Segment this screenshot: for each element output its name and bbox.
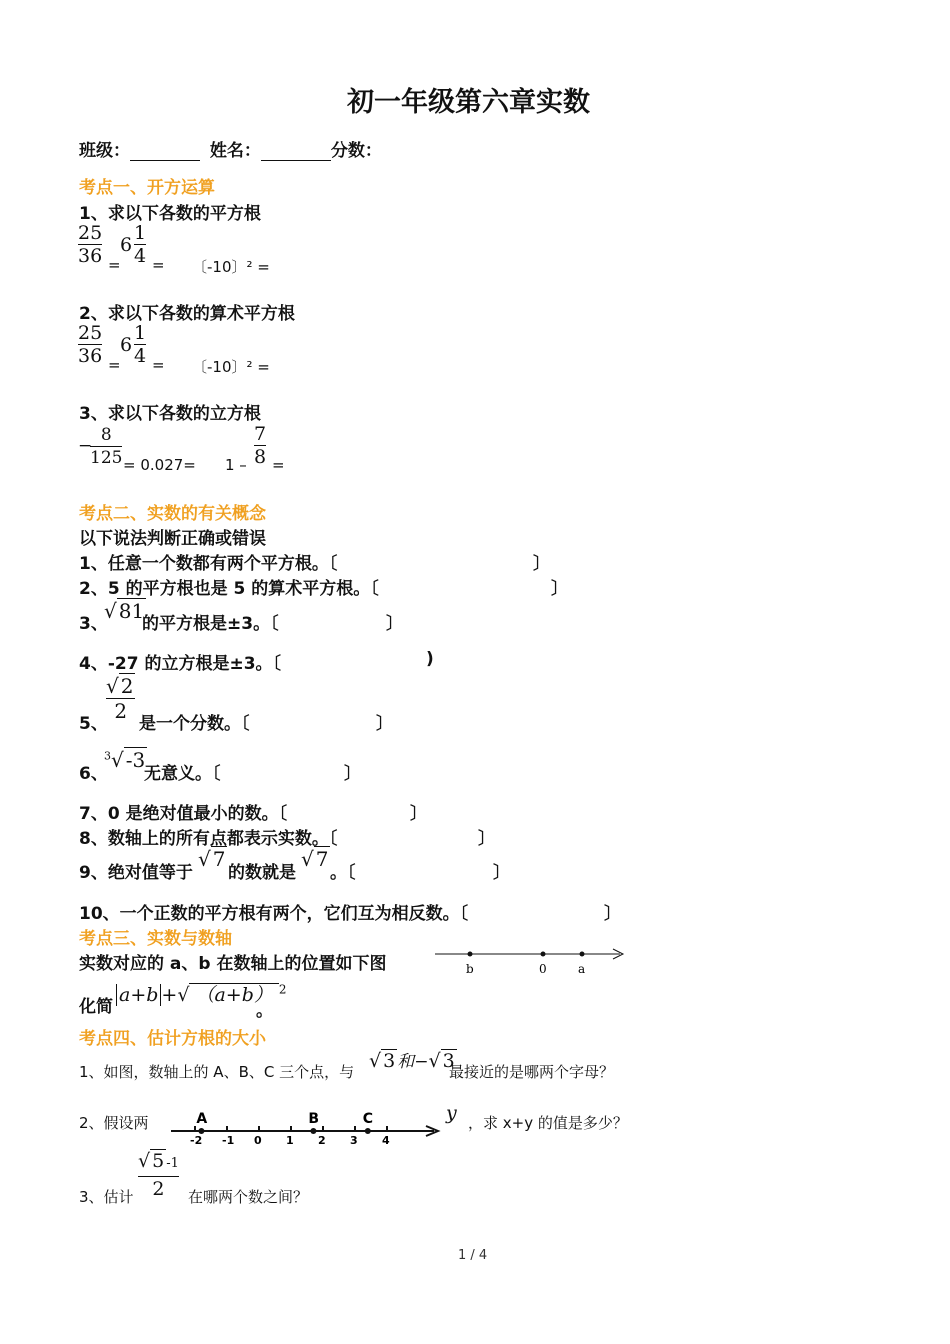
bracket-close: 〕 (604, 904, 621, 924)
fraction-sqrt5-minus1-over-2 (138, 1149, 179, 1201)
letter-c: C (362, 1111, 374, 1127)
tick-label: -1 (222, 1134, 235, 1146)
axis-ticks (190, 1126, 390, 1146)
root-index: 3 (104, 749, 111, 763)
radicand: -3 (125, 748, 146, 772)
section-4-title: 考点四、估计方根的大小 (79, 1029, 266, 1049)
sqrt-7: √ 7 (301, 847, 329, 871)
mixed-whole: 6 (120, 234, 133, 256)
radicand: 3 (383, 1050, 396, 1072)
sec2-intro: 以下说法判断正确或错误 (79, 529, 266, 549)
sec1-q2: 2、求以下各数的算术平方根 (79, 304, 295, 324)
radicand: 5 (152, 1150, 165, 1172)
statement-9-mid: 的数就是 (228, 863, 296, 883)
section-1-title: 考点一、开方运算 (79, 178, 215, 198)
tick-label: 1 (286, 1134, 294, 1146)
sqrt-icon: √ (177, 984, 190, 1006)
simplify-label: 化简 (79, 997, 113, 1017)
numerator: 25 (78, 222, 103, 244)
abs-value: a+b (116, 984, 161, 1006)
denominator: 8 (254, 446, 267, 468)
denominator: 4 (134, 245, 147, 267)
numerator: 7 (254, 423, 267, 445)
fraction-1-4 (134, 222, 146, 267)
neg10-squared: 〔-10〕² = (192, 258, 270, 276)
and-minus: 和− (397, 1052, 429, 1072)
label-b: b (466, 962, 474, 976)
radicand: 7 (315, 847, 329, 871)
equals: = (108, 356, 121, 374)
label-0: 0 (539, 962, 547, 976)
numerator: √ 5 -1 (138, 1150, 179, 1172)
statement-6-prefix: 6、 (79, 764, 108, 784)
point-a (198, 1128, 204, 1134)
fraction-25-36 (78, 222, 102, 267)
page-number: 1 / 4 (458, 1248, 488, 1263)
cube-root-neg3: $^3$√ -3 (104, 748, 146, 772)
sec4-q2-suffix: ，求 x+y 的值是多少？ (468, 1114, 628, 1132)
number-line-ab (430, 942, 630, 978)
denominator: 36 (78, 345, 103, 367)
radicand: 2 (120, 674, 134, 698)
sec4-q3-suffix: 在哪两个数之间？ (188, 1188, 309, 1206)
point-c (365, 1128, 371, 1134)
bracket-close: 〕 (478, 829, 495, 849)
bracket-close: 〕 (376, 714, 393, 734)
statement-5: 是一个分数。〔 (139, 714, 250, 734)
page-title: 初一年级第六章实数 (347, 87, 590, 118)
minus-sign: − (78, 436, 93, 456)
numerator: 1 (134, 222, 147, 244)
numerator: 25 (78, 322, 103, 344)
numerator: 1 (134, 322, 147, 344)
tick-label: 0 (254, 1134, 262, 1146)
neg10-squared: 〔-10〕² = (192, 358, 270, 376)
tick-label: 3 (350, 1134, 358, 1146)
exponent: 2 (278, 982, 287, 997)
label-a: a (578, 962, 586, 976)
score-label: 分数： (330, 141, 382, 161)
point-b (468, 952, 473, 957)
minus-one: -1 (166, 1156, 179, 1171)
header-fields (79, 136, 382, 161)
statement-3: 的平方根是±3。〔 (142, 614, 279, 634)
bracket-close-paren: ) (426, 649, 434, 669)
equals: = (152, 256, 165, 274)
bracket-close: 〕 (410, 804, 427, 824)
name-blank[interactable] (261, 142, 331, 161)
sec1-q1: 1、求以下各数的平方根 (79, 204, 261, 224)
tick-label: 2 (318, 1134, 326, 1146)
bracket-close: 〕 (551, 579, 568, 599)
sqrt-7: √ 7 (198, 847, 226, 871)
statement-5-prefix: 5、 (79, 714, 108, 734)
sec4-q2-prefix: 2、假设两 (79, 1114, 149, 1132)
radicand: 3 (442, 1050, 455, 1072)
fraction-8-125 (90, 424, 122, 469)
sec4-q1-suffix: 最接近的是哪两个字母？ (449, 1063, 615, 1081)
sqrt-radicand: （a+b） (189, 983, 278, 1006)
period: 。 (256, 1001, 273, 1021)
denominator: 2 (138, 1176, 179, 1201)
sqrt-3-and-neg-sqrt-3: √ 3 和−√ 3 (369, 1050, 455, 1072)
section-3-title: 考点三、实数与数轴 (79, 929, 232, 949)
point-a (580, 952, 585, 957)
bracket-close: 〕 (533, 554, 550, 574)
variable-y: y (446, 1102, 457, 1124)
fraction-sqrt2-over-2 (106, 674, 135, 723)
sec3-text: 实数对应的 a、b 在数轴上的位置如下图 (79, 954, 387, 974)
cube-mid-text: = 0.027= (123, 456, 196, 474)
mixed-whole: 6 (120, 334, 133, 356)
section-2-title: 考点二、实数的有关概念 (79, 504, 266, 524)
equals: = (272, 456, 285, 474)
sqrt-81: √ 81 (104, 599, 145, 623)
denominator: 2 (106, 698, 135, 723)
bracket-close: 〕 (344, 764, 361, 784)
plus-sign: + (161, 984, 178, 1006)
fraction-25-36 (78, 322, 102, 367)
radicand: 81 (118, 599, 145, 623)
class-label: 班级： (79, 141, 130, 161)
equals: = (108, 256, 121, 274)
denominator: 125 (90, 448, 123, 468)
one-minus: 1 – (225, 456, 247, 474)
radicand: 7 (212, 847, 226, 871)
equals: = (152, 356, 165, 374)
numerator: 8 (100, 425, 112, 445)
statement-4: 4、-27 的立方根是±3。〔 (79, 654, 282, 674)
statement-8: 8、数轴上的所有点都表示实数。〔 (79, 829, 338, 849)
tick-label: -2 (190, 1134, 203, 1146)
statement-2: 2、5 的平方根也是 5 的算术平方根。〔 (79, 579, 379, 599)
statement-10: 10、一个正数的平方根有两个，它们互为相反数。〔 (79, 904, 469, 924)
letter-a: A (196, 1111, 208, 1127)
tick-label: 4 (382, 1134, 390, 1146)
denominator: 4 (134, 345, 147, 367)
letter-b: B (308, 1111, 320, 1127)
sec1-q3: 3、求以下各数的立方根 (79, 404, 261, 424)
fraction-1-4 (134, 322, 146, 367)
statement-9-end: 。〔 (330, 863, 356, 883)
class-blank[interactable] (130, 142, 200, 161)
statement-9-prefix: 9、绝对值等于 (79, 863, 193, 883)
bracket-close: 〕 (386, 614, 403, 634)
point-0 (541, 952, 546, 957)
fraction-7-8 (254, 423, 266, 468)
statement-6: 无意义。〔 (144, 764, 221, 784)
sec4-q1-prefix: 1、如图，数轴上的 A、B、C 三个点，与 (79, 1063, 355, 1081)
denominator: 36 (78, 245, 103, 267)
statement-7: 7、0 是绝对值最小的数。〔 (79, 804, 288, 824)
sec4-q3-prefix: 3、估计 (79, 1188, 134, 1206)
number-line-abc (166, 1106, 446, 1146)
statement-3-prefix: 3、 (79, 614, 108, 634)
point-b (310, 1128, 316, 1134)
name-label: 姓名： (209, 141, 261, 161)
statement-1: 1、任意一个数都有两个平方根。〔 (79, 554, 338, 574)
numerator: √ 2 (106, 674, 134, 698)
bracket-close: 〕 (493, 863, 510, 883)
